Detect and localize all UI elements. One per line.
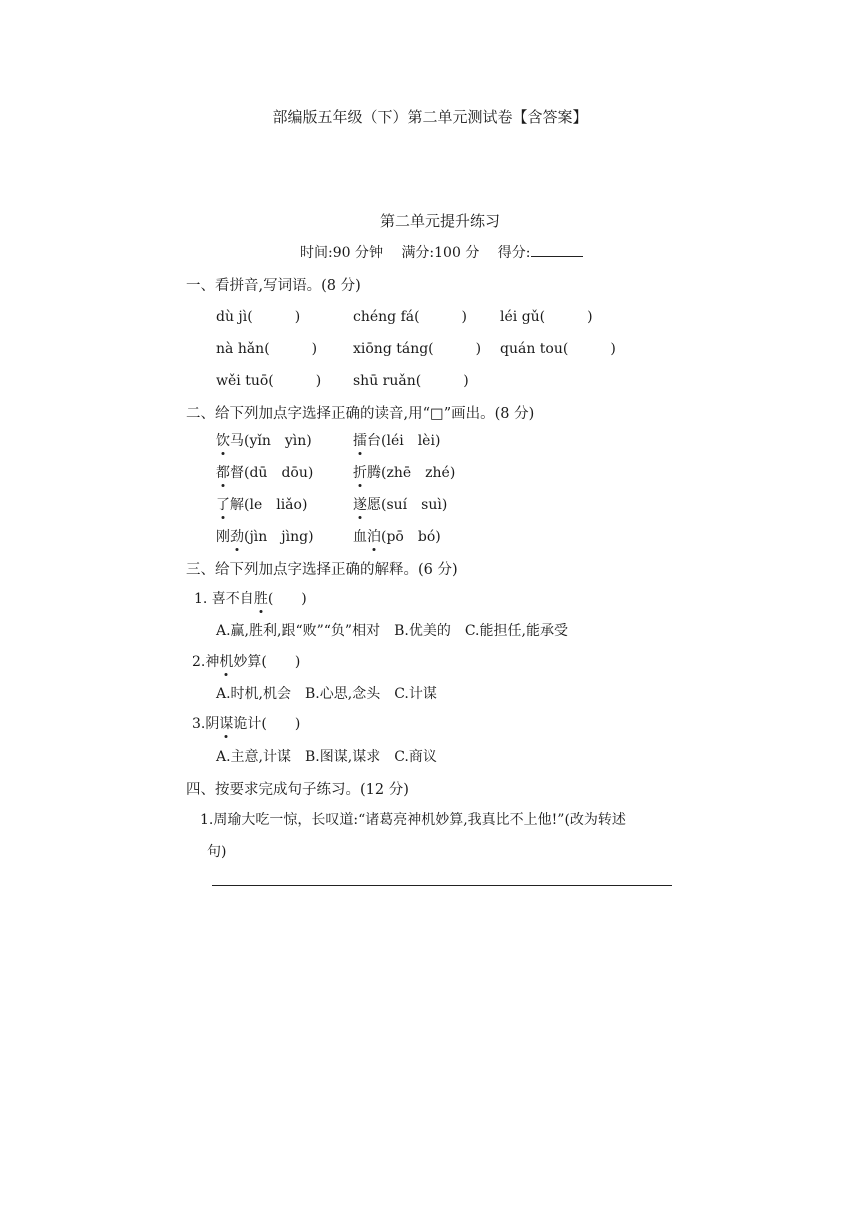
question-4-1-cont: 句) xyxy=(207,844,227,860)
options-3-3: A.主意,计谋 B.图谋,谋求 C.商议 xyxy=(216,749,437,765)
exercise-title: 第二单元提升练习 xyxy=(379,212,500,230)
score-label: 得分: xyxy=(497,245,531,261)
pinyin-item: nà hǎn( ) xyxy=(216,341,318,357)
section-1-title: 一、看拼音,写词语。(8 分) xyxy=(186,278,361,294)
question-4-1: 1.周瑜大吃一惊，长叹道:“诸葛亮神机妙算,我真比不上他!”(改为转述 xyxy=(200,812,626,828)
question-3-3: 3.阴谋诡计( ) xyxy=(192,713,300,733)
section-4-title: 四、按要求完成句子练习。(12 分) xyxy=(186,782,409,798)
pinyin-item: dù jì( ) xyxy=(216,309,301,325)
pinyin-item: wěi tuō( ) xyxy=(216,373,322,389)
question-3-2: 2.神机妙算( ) xyxy=(192,651,300,671)
pinyin-item: xiōng táng( ) xyxy=(353,341,482,357)
pinyin-item: quán tou( ) xyxy=(500,341,616,357)
reading-item: 了解(le liǎo) xyxy=(216,494,307,514)
document-title: 部编版五年级（下）第二单元测试卷【含答案】 xyxy=(272,108,588,126)
reading-item: 刚劲(jìn jìng) xyxy=(216,526,314,546)
pinyin-item: chéng fá( ) xyxy=(353,309,468,325)
pinyin-item: léi gǔ( ) xyxy=(500,309,593,325)
time-limit: 时间:90 分钟 xyxy=(300,245,383,261)
section-2-title: 二、给下列加点字选择正确的读音,用“□”画出。(8 分) xyxy=(186,406,535,422)
section-3-title: 三、给下列加点字选择正确的解释。(6 分) xyxy=(186,562,458,578)
reading-item: 都督(dū dōu) xyxy=(216,462,313,482)
reading-item: 饮马(yǐn yìn) xyxy=(216,430,312,450)
pinyin-item: shū ruǎn( ) xyxy=(353,373,469,389)
reading-item: 擂台(léi lèi) xyxy=(353,430,440,450)
exam-meta xyxy=(300,242,597,262)
answer-line[interactable] xyxy=(212,885,672,886)
question-3-1: 1. 喜不自胜( ) xyxy=(194,588,307,608)
reading-item: 折腾(zhē zhé) xyxy=(353,462,455,482)
reading-item: 遂愿(suí suì) xyxy=(353,494,447,514)
options-3-2: A.时机,机会 B.心思,念头 C.计谋 xyxy=(216,686,437,702)
full-score: 满分:100 分 xyxy=(401,245,480,261)
options-3-1: A.赢,胜利,跟“败”“负”相对 B.优美的 C.能担任,能承受 xyxy=(216,623,568,639)
score-blank[interactable] xyxy=(531,244,583,257)
reading-item: 血泊(pō bó) xyxy=(353,526,441,546)
